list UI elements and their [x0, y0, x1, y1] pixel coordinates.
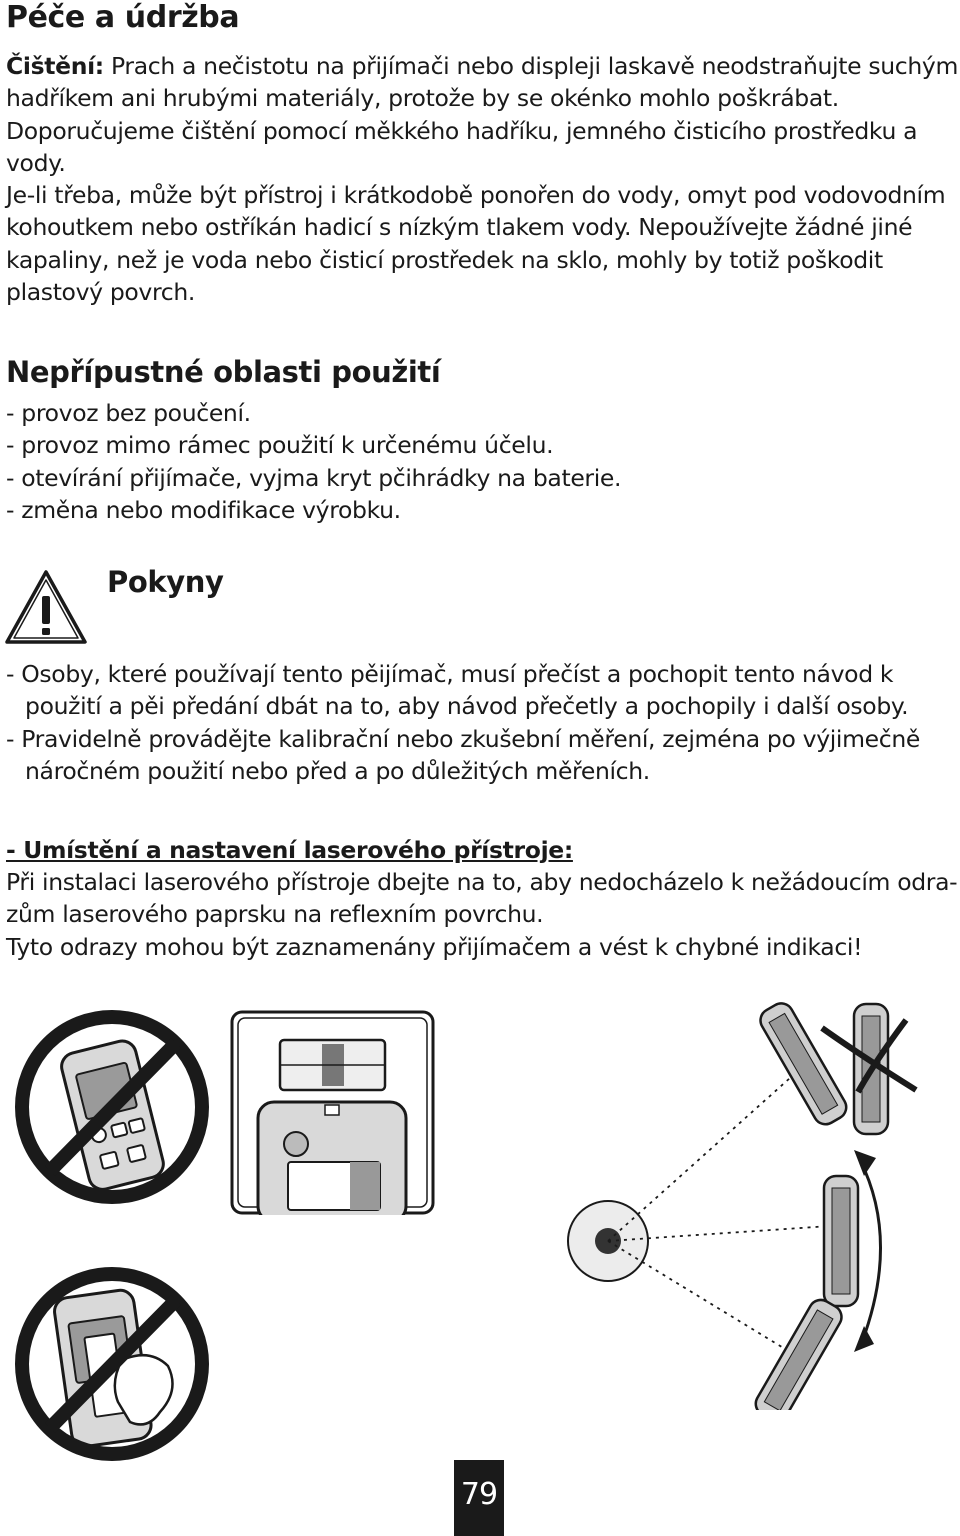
list-item: - Osoby, které používají tento pěijímač, musí přečíst a pochopit tento návod k — [6, 660, 894, 688]
laser-line: Při instalaci laserového přístroje dbejte na to, aby nedocházelo k nežádoucím odra- — [6, 868, 958, 896]
prohibited-opening-illustration — [10, 1262, 215, 1467]
list-item: použití a pěi předání dbát na to, aby návod přečetly a pochopily i další osoby. — [25, 692, 909, 721]
page-title: Péče a údržba — [6, 0, 240, 35]
laser-heading: - Umístění a nastavení laserového přístroje: — [6, 836, 573, 864]
list-item: - provoz mimo rámec použití k určenému účelu. — [6, 431, 554, 460]
list-item: - provoz bez poučení. — [6, 399, 251, 427]
cleaning-paragraph — [6, 50, 958, 308]
instructions-list — [6, 658, 920, 787]
correct-mounting-illustration — [230, 1010, 435, 1215]
reflection-diagram — [560, 1000, 930, 1410]
page-number: 79 — [454, 1460, 504, 1536]
cleaning-line: kapaliny, než je voda nebo čisticí prostředek na sklo, mohly by totiž poškodit — [6, 245, 883, 274]
cleaning-lead: Čištění: — [6, 52, 104, 80]
misuse-heading: Nepřípustné oblasti použití — [6, 355, 441, 389]
list-item: - změna nebo modifikace výrobku. — [6, 495, 401, 524]
prohibited-receiver-illustration — [10, 1005, 215, 1210]
cleaning-line: vody. — [6, 148, 66, 177]
cleaning-line: Prach a nečistotu na přijímači nebo displeji laskavě neodstraňujte suchým — [103, 52, 958, 80]
laser-line: zům laserového paprsku na reflexním povrchu. — [6, 900, 544, 929]
laser-paragraph — [6, 866, 957, 963]
list-item: náročném použití nebo před a po důležitých měřeních. — [25, 756, 650, 785]
instructions-heading: Pokyny — [107, 565, 224, 599]
misuse-list — [6, 397, 621, 526]
warning-triangle-icon — [4, 568, 88, 646]
cleaning-line: Doporučujeme čištění pomocí měkkého hadříku, jemného čisticího prostředku a — [6, 116, 918, 145]
cleaning-line: kohoutkem nebo ostříkán hadicí s nízkým tlakem vody. Nepoužívejte žádné jiné — [6, 213, 913, 242]
list-item: - Pravidelně provádějte kalibrační nebo zkušební měření, zejména po výjimečně — [6, 724, 920, 753]
cleaning-line: plastový povrch. — [6, 278, 195, 307]
cleaning-line: Je-li třeba, může být přístroj i krátkodobě ponořen do vody, omyt pod vodovodním — [6, 181, 946, 210]
cleaning-line: hadříkem ani hrubými materiály, protože by se okénko mohlo poškrábat. — [6, 84, 839, 113]
laser-line: Tyto odrazy mohou být zaznamenány přijímačem a vést k chybné indikaci! — [6, 932, 863, 961]
list-item: - otevírání přijímače, vyjma kryt pčihrádky na baterie. — [6, 463, 622, 492]
